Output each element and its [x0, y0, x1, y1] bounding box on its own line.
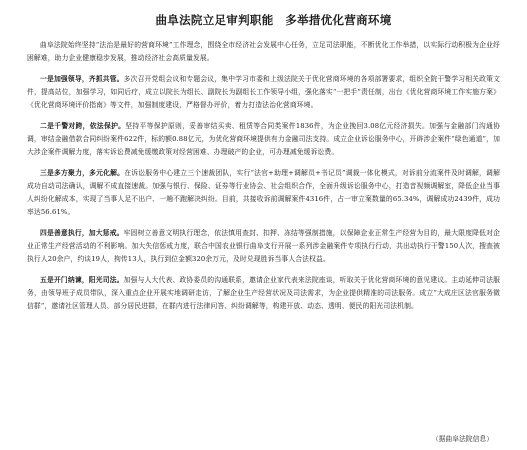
section-lead: 三是多方聚力，多元化解。	[40, 169, 125, 177]
section-paragraph	[27, 73, 500, 112]
source-credit: （据曲阜法院信息）	[431, 435, 493, 443]
section-body: 加强与人大代表、政协委员的沟通联系，邀请企业家代表来法院座谈，听取关于优化营商环境的意见建议。主动延伸司法服务，由领导班子成员带队，深入重点企业开展实地调研走访，了解企业生产经营状况及司法需求，为企业提供精准的司法服务。成立“大成庄区法官服务微信群”，邀请社区管理人员、部分居民进群，在群内进行法律问答、纠纷调解等，构建开放、动态、透明、便民的阳光司法机制。	[27, 276, 500, 310]
section-lead: 四是善意执行，加大惩戒。	[40, 229, 124, 237]
section-body: 牢固树立善意文明执行理念，依法慎用查封、扣押、冻结等强制措施，以保障企业正常生产经营为目的，最大限度降低对企业正常生产经营活动的不利影响。加大失信惩戒力度，联合中国农业银行曲阜支行开展一系列涉金融案件专项执行行动，共出动执行干警150人次，搜查被执行人20余户，约谈19人，拘传13人，执行到位金额320余万元，及时兑现胜诉当事人合法权益。	[27, 229, 500, 263]
intro-paragraph: 曲阜法院始终坚持“法治是最好的营商环境”工作理念，围绕全市经济社会发展中心任务，立足司法职能，不断优化工作举措，以实际行动积极为企业纾困解难，助力企业健康稳步发展，推动经济社会高质量发展。	[27, 41, 500, 62]
section-paragraph	[27, 120, 500, 159]
section-lead: 二是千警对跨，依法保护。	[40, 122, 126, 130]
section-lead: 一是加强领导，齐抓共管。	[40, 75, 124, 83]
section-paragraph	[27, 274, 500, 313]
section-body: 多次召开党组会议和专题会议，集中学习市委和上级法院关于优化营商环境的各项部署要求，组织全院干警学习相关政策文件，提高站位，加强学习，如同后疗，成立以院长为组长、副院长为副组长工作领导小组，强化落实“一把手”责任制，出台《优化营商环境工作实施方案》《优化营商环境评价指南》等文件，加强制度建设，严格督办评价，着力打造法治化营商环境。	[27, 75, 500, 109]
section-body: 在诉讼服务中心建立三个速裁团队，实行“法官+助理+调解员+书记员”调裁一体化模式，对诉前分流案件及时调解，调解成功自动司法确认，调解不成直接速裁。加强与银行、保险、证券等行业协会、社会组织合作，全面升级诉讼服务中心，打造音视频调解室，降低企业当事人纠纷化解成本，实现了当事人足不出户、一趟不跑解决纠纷。目前，共接收诉前调解案件4316件，占一审立案数量的65.34%，调解成功2439件，成功率达56.61%。	[27, 169, 500, 216]
section-lead: 五是开门纳谏，阳光司法。	[40, 276, 124, 284]
section-paragraph	[27, 227, 500, 266]
section-body: 坚持平等保护原则，妥善审结买卖、租赁等合同类案件1836件，为企业挽回3.08亿元经济损失。加强与金融部门沟通协调，审结金融借款合同纠纷案件622件，标的额0.88亿元，为优化营商环境提供有力金融司法支持。成立企业诉讼服务中心，开辟涉企案件“绿色通道”，加大涉企案件调解力度，落实诉讼费减免缓缴政策对经营困难、办理破产的企业，可办理减免缓诉讼费。	[27, 122, 500, 156]
section-paragraph	[27, 167, 500, 219]
article-title: 曲阜法院立足审判职能 多举措优化营商环境	[155, 13, 392, 27]
